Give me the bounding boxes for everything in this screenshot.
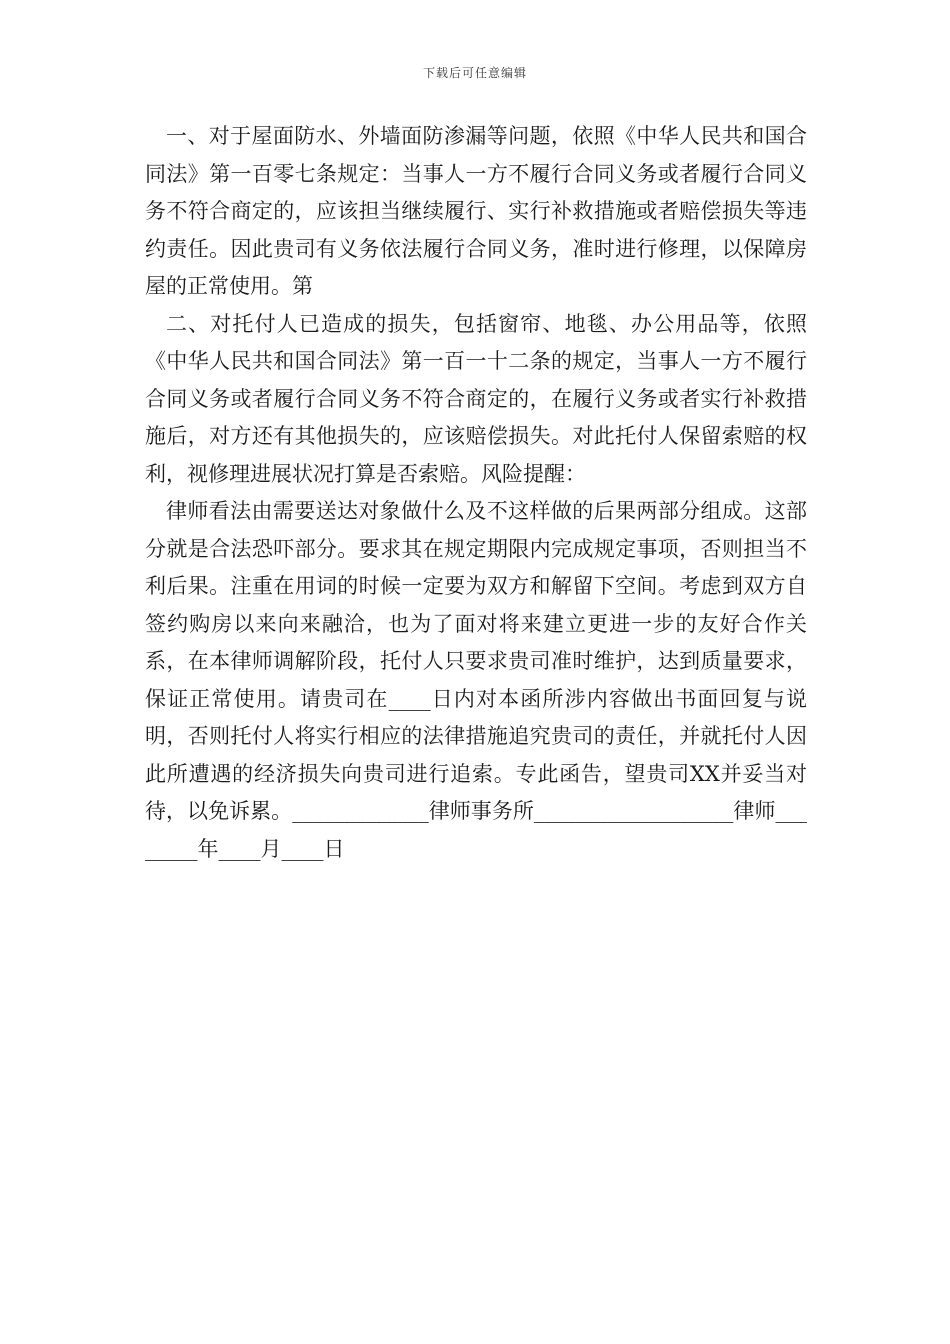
header-note: 下载后可任意编辑 <box>422 66 527 80</box>
paragraph-roof-waterproofing: 一、对于屋面防水、外墙面防渗漏等问题，依照《中华人民共和国合同法》第一百零七条规定：当事人一方不履行合同义务或者履行合同义务不符合商定的，应该担当继续履行、实行补救措施或者赔偿损失等违约责任。因此贵司有义务依法履行合同义务，准时进行修理，以保障房屋的正常使用。第 <box>145 124 807 298</box>
paragraph-lawyer-opinion: 律师看法由需要送达对象做什么及不这样做的后果两部分组成。这部分就是合法恐吓部分。要求其在规定期限内完成规定事项，否则担当不利后果。注重在用词的时候一定要为双方和解留下空间。考虑到双方自签约购房以来向来融洽，也为了面对将来建立更进一步的友好合作关系，在本律师调解阶段，托付人只要求贵司准时维护，达到质量要求，保证正常使用。请贵司在____日内对本函所涉内容做出书面回复与说明，否则托付人将实行相应的法律措施追究贵司的责任，并就托付人因此所遭遇的经济损失向贵司进行追索。专此函告，望贵司XX并妥当对待，以免诉累。_____________律师事务所___________________律师________年____月____日 <box>145 499 807 861</box>
letter-body <box>145 118 807 868</box>
paragraph-losses-compensation: 二、对托付人已造成的损失，包括窗帘、地毯、办公用品等，依照《中华人民共和国合同法》第一百一十二条的规定，当事人一方不履行合同义务或者履行合同义务不符合商定的，在履行义务或者实行补救措施后，对方还有其他损失的，应该赔偿损失。对此托付人保留索赔的权利，视修理进展状况打算是否索赔。风险提醒： <box>145 311 807 486</box>
